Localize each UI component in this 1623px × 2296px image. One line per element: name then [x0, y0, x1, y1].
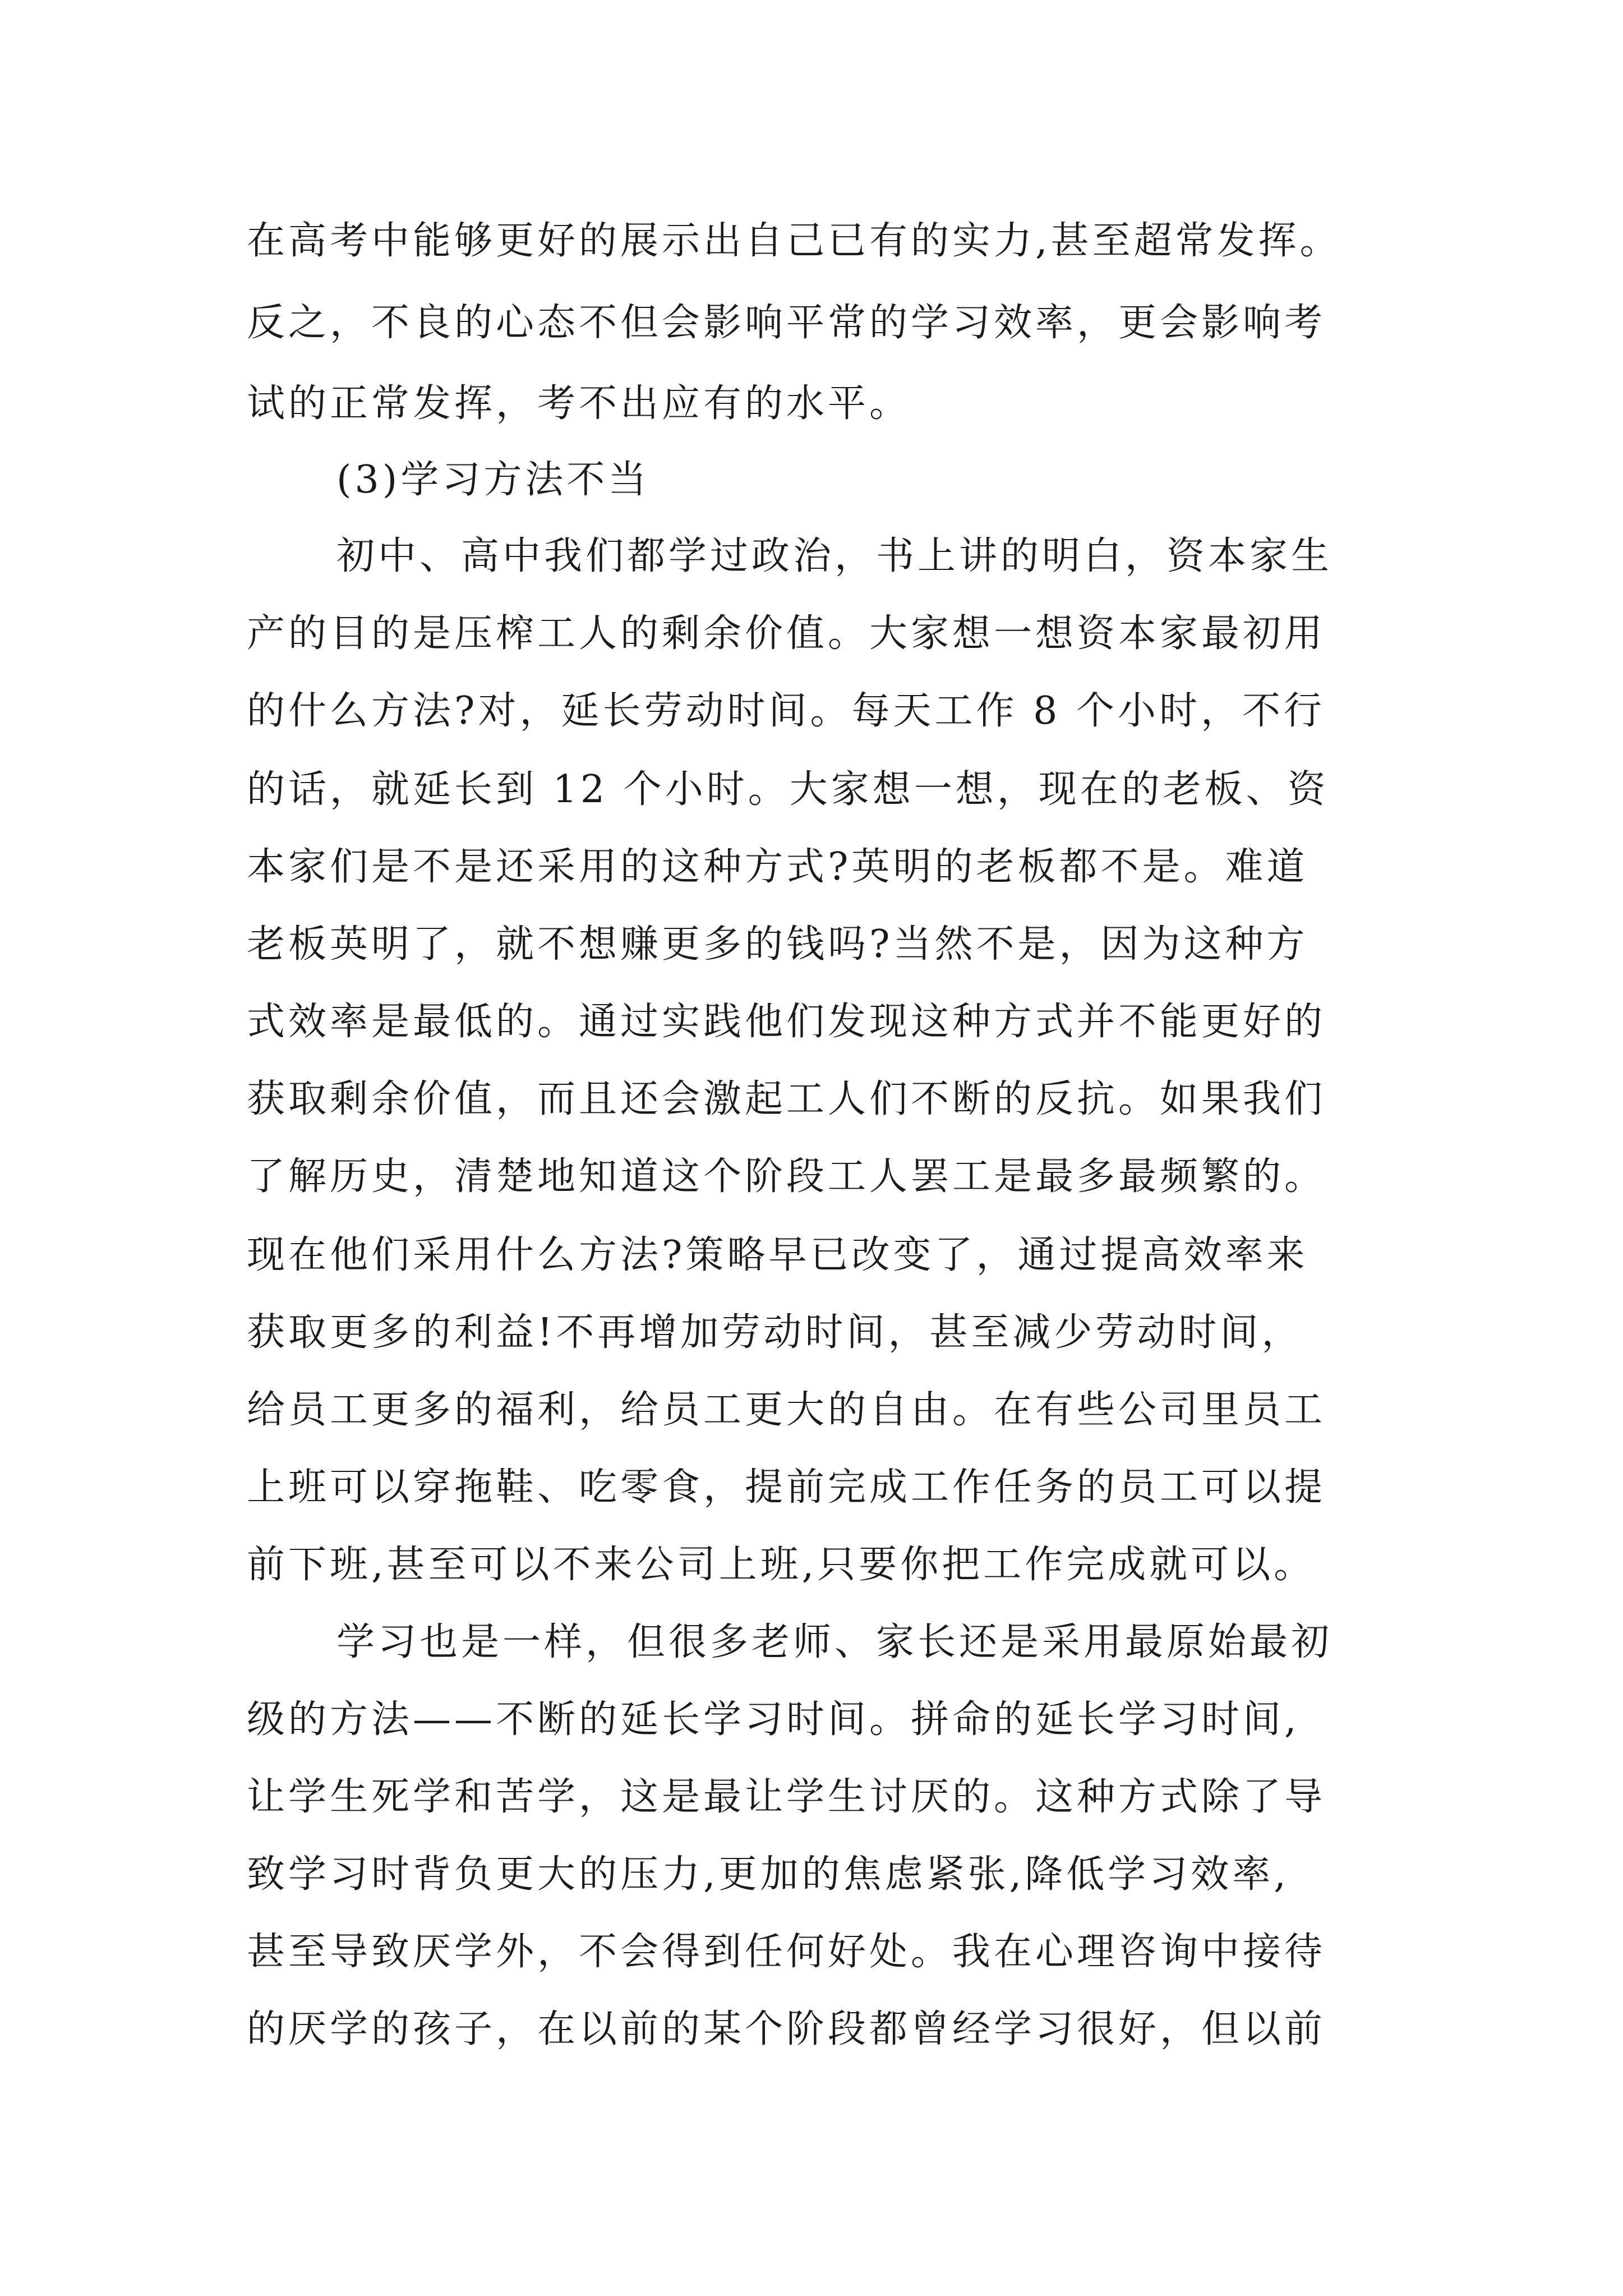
- text-line: 的什么方法?对，延长劳动时间。每天工作 8 个小时，不行: [247, 689, 1325, 733]
- paragraph-start-line: 初中、高中我们都学过政治，书上讲的明白，资本家生: [336, 534, 1333, 578]
- text-line: 前下班,甚至可以不来公司上班,只要你把工作完成就可以。: [247, 1543, 1316, 1587]
- text-line: 让学生死学和苦学，这是最让学生讨厌的。这种方式除了导: [247, 1775, 1326, 1819]
- text-line: 试的正常发挥，考不出应有的水平。: [247, 381, 911, 426]
- text-line: 的话，就延长到 12 个小时。大家想一想，现在的老板、资: [247, 767, 1329, 812]
- text-line: 式效率是最低的。通过实践他们发现这种方式并不能更好的: [247, 1000, 1326, 1044]
- text-line: 上班可以穿拖鞋、吃零食，提前完成工作任务的员工可以提: [247, 1465, 1326, 1510]
- text-line: 的厌学的孩子，在以前的某个阶段都曾经学习很好，但以前: [247, 2007, 1326, 2051]
- text-line: 了解历史，清楚地知道这个阶段工人罢工是最多最频繁的。: [247, 1154, 1326, 1199]
- text-line: 级的方法——不断的延长学习时间。拼命的延长学习时间,: [247, 1697, 1300, 1742]
- text-line: 在高考中能够更好的展示出自己已有的实力,甚至超常发挥。: [247, 219, 1341, 263]
- text-line: 老板英明了，就不想赚更多的钱吗?当然不是，因为这种方: [247, 922, 1308, 967]
- text-line: 本家们是不是还采用的这种方式?英明的老板都不是。难道: [247, 845, 1308, 889]
- section-heading: (3)学习方法不当: [336, 458, 650, 502]
- text-line: 获取剩余价值，而且还会激起工人们不断的反抗。如果我们: [247, 1077, 1326, 1121]
- text-line: 甚至导致厌学外，不会得到任何好处。我在心理咨询中接待: [247, 1930, 1326, 1974]
- text-line: 现在他们采用什么方法?策略早已改变了，通过提高效率来: [247, 1233, 1308, 1277]
- text-line: 致学习时背负更大的压力,更加的焦虑紧张,降低学习效率,: [247, 1852, 1289, 1897]
- paragraph-start-line: 学习也是一样，但很多老师、家长还是采用最原始最初: [336, 1620, 1333, 1664]
- text-line: 获取更多的利益!不再增加劳动时间，甚至减少劳动时间，: [247, 1310, 1303, 1355]
- text-line: 反之，不良的心态不但会影响平常的学习效率，更会影响考: [247, 301, 1326, 345]
- text-line: 给员工更多的福利，给员工更大的自由。在有些公司里员工: [247, 1388, 1326, 1432]
- text-line: 产的目的是压榨工人的剩余价值。大家想一想资本家最初用: [247, 611, 1326, 656]
